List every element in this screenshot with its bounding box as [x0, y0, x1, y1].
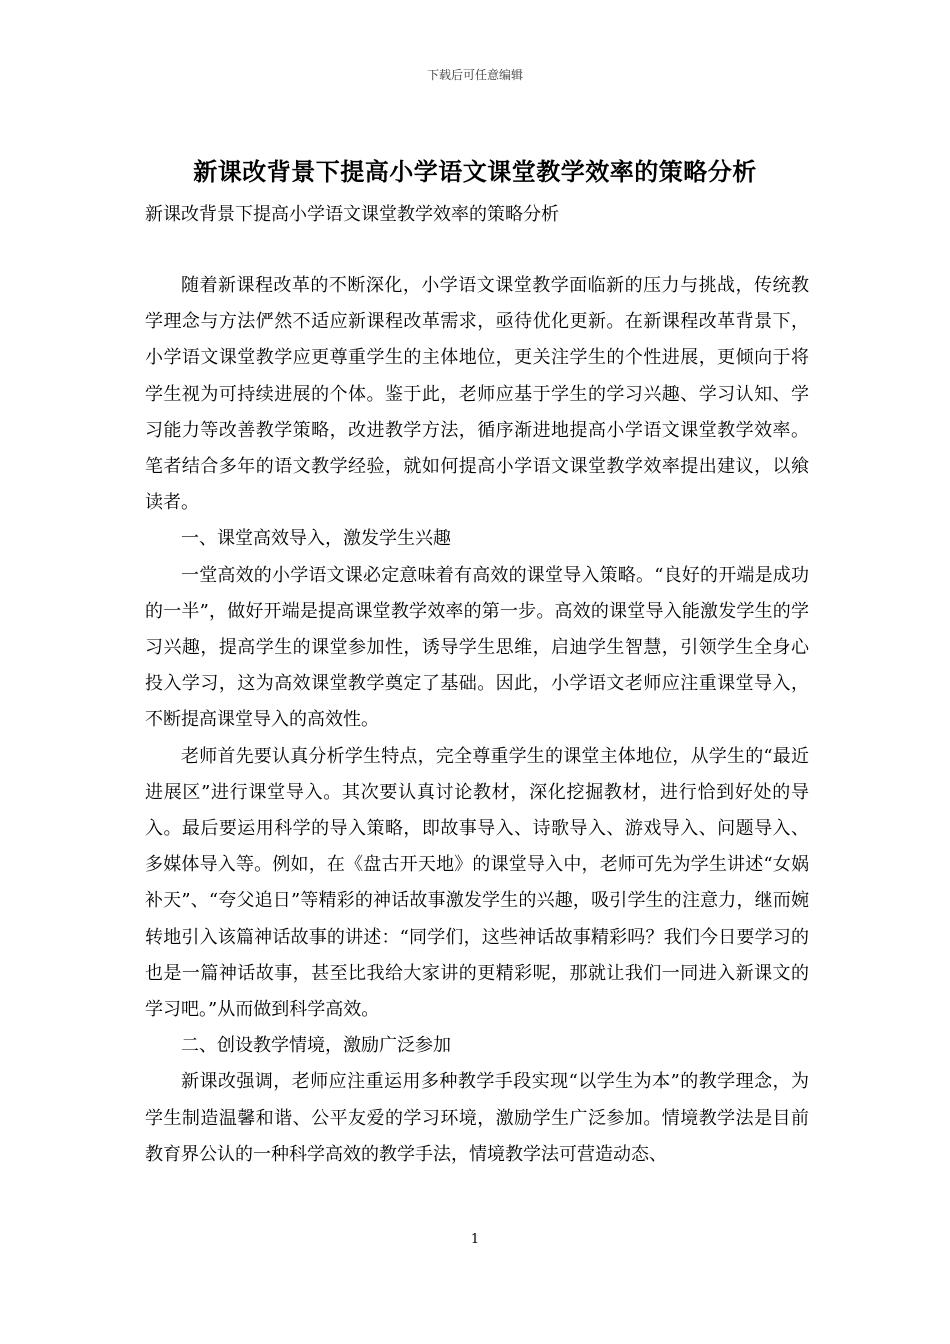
paragraph: 新课改强调，老师应注重运用多种教学手段实现“以学生为本”的教学理念，为学生制造温馨和谐、公平友爱的学习环境，激励学生广泛参加。情境教学法是目前教育界公认的一种科学高效的教学手法，情境教学法可营造动态、 [145, 1071, 809, 1165]
section-heading-2: 二、创设教学情境，激励广泛参加 [181, 1035, 451, 1057]
document-body [145, 268, 809, 1173]
document-subtitle: 新课改背景下提高小学语文课堂教学效率的策略分析 [145, 204, 559, 225]
section-heading-1: 一、课堂高效导入，激发学生兴趣 [181, 528, 451, 550]
document-title: 新课改背景下提高小学语文课堂教学效率的策略分析 [193, 157, 757, 186]
paragraph: 一堂高效的小学语文课必定意味着有高效的课堂导入策略。“良好的开端是成功的一半”，做好开端是提高课堂教学效率的第一步。高效的课堂导入能激发学生的学习兴趣，提高学生的课堂参加性，诱导学生思维，启迪学生智慧，引领学生全身心投入学习，这为高效课堂教学奠定了基础。因此，小学语文老师应注重课堂导入，不断提高课堂导入的高效性。 [145, 564, 809, 731]
page-number: 1 [470, 1232, 480, 1247]
page-header-note: 下载后可任意编辑 [426, 68, 523, 82]
paragraph-intro: 随着新课程改革的不断深化，小学语文课堂教学面临新的压力与挑战，传统教学理念与方法俨然不适应新课程改革需求，亟待优化更新。在新课程改革背景下，小学语文课堂教学应更尊重学生的主体地位，更关注学生的个性进展，更倾向于将学生视为可持续进展的个体。鉴于此，老师应基于学生的学习兴趣、学习认知、学习能力等改善教学策略，改进教学方法，循序渐进地提高小学语文课堂教学效率。笔者结合多年的语文教学经验，就如何提高小学语文课堂教学效率提出建议，以飨读者。 [145, 275, 809, 514]
paragraph: 老师首先要认真分析学生特点，完全尊重学生的课堂主体地位，从学生的“最近进展区”进行课堂导入。其次要认真讨论教材，深化挖掘教材，进行恰到好处的导入。最后要运用科学的导入策略，即故事导入、诗歌导入、游戏导入、问题导入、多媒体导入等。例如，在《盘古开天地》的课堂导入中，老师可先为学生讲述“女娲补天”、“夸父追日”等精彩的神话故事激发学生的兴趣，吸引学生的注意力，继而婉转地引入该篇神话故事的讲述：“同学们，这些神话故事精彩吗？我们今日要学习的也是一篇神话故事，甚至比我给大家讲的更精彩呢，那就让我们一同进入新课文的学习吧。”从而做到科学高效。 [145, 745, 809, 1021]
